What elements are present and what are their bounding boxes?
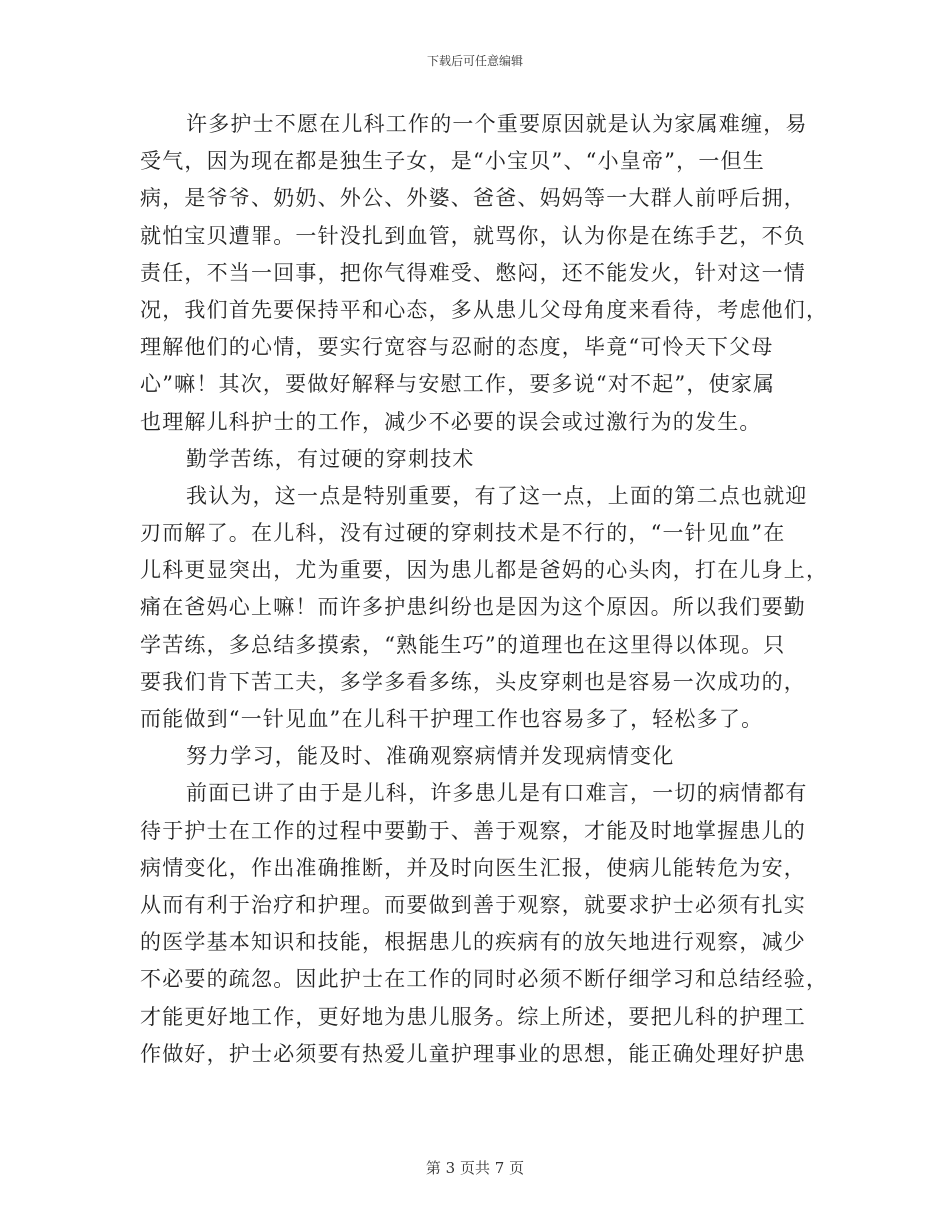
text-line: 责任，不当一回事，把你气得难受、憋闷，还不能发火，针对这一情 bbox=[140, 260, 806, 285]
text-line: 学苦练，多总结多摸索，“熟能生巧”的道理也在这里得以体现。只 bbox=[140, 632, 786, 657]
text-line: 病，是爷爷、奶奶、外公、外婆、爸爸、妈妈等一大群人前呼后拥， bbox=[140, 186, 806, 211]
text-line: 许多护士不愿在儿科工作的一个重要原因就是认为家属难缠，易 bbox=[186, 112, 808, 136]
text-line: 作做好，护士必须要有热爱儿童护理事业的思想，能正确处理好护患 bbox=[140, 1041, 806, 1066]
text-line: 受气，因为现在都是独生子女，是“小宝贝”、“小皇帝”，一但生 bbox=[140, 149, 765, 174]
section-heading: 努力学习，能及时、准确观察病情并发现病情变化 bbox=[186, 744, 675, 769]
document-body bbox=[140, 106, 829, 1073]
text-line: 要我们肯下苦工夫，多学多看多练，头皮穿刺也是容易一次成功的， bbox=[140, 669, 806, 694]
text-line: 不必要的疏忽。因此护士在工作的同时必须不断仔细学习和总结经验， bbox=[140, 967, 829, 992]
text-line: 而能做到“一针见血”在儿科干护理工作也容易多了，轻松多了。 bbox=[140, 707, 764, 731]
text-line: 刃而解了。在儿科，没有过硬的穿刺技术是不行的，“一针见血”在 bbox=[140, 521, 786, 546]
text-line: 痛在爸妈心上嘛！而许多护患纠纷也是因为这个原因。所以我们要勤 bbox=[140, 595, 806, 620]
text-line: 从而有利于治疗和护理。而要做到善于观察，就要求护士必须有扎实 bbox=[140, 892, 806, 917]
text-line: 我认为，这一点是特别重要，有了这一点，上面的第二点也就迎 bbox=[186, 483, 808, 508]
text-line: 的医学基本知识和技能，根据患儿的疾病有的放矢地进行观察，减少 bbox=[140, 930, 806, 955]
text-line: 也理解儿科护士的工作，减少不必要的误会或过激行为的发生。 bbox=[140, 409, 762, 434]
text-line: 才能更好地工作，更好地为患儿服务。综上所述，要把儿科的护理工 bbox=[140, 1004, 806, 1029]
text-line: 前面已讲了由于是儿科，许多患儿是有口难言，一切的病情都有 bbox=[186, 781, 808, 806]
text-line: 心”嘛！其次，要做好解释与安慰工作，要多说“对不起”，使家属 bbox=[140, 372, 776, 397]
page-number-footer: 第 3 页共 7 页 bbox=[425, 1159, 525, 1177]
page-header-note: 下载后可任意编辑 bbox=[426, 54, 523, 68]
section-heading: 勤学苦练，有过硬的穿刺技术 bbox=[186, 446, 475, 471]
text-line: 儿科更显突出，尤为重要，因为患儿都是爸妈的心头肉，打在儿身上， bbox=[140, 558, 829, 583]
text-line: 待于护士在工作的过程中要勤于、善于观察，才能及时地掌握患儿的 bbox=[140, 818, 806, 843]
text-line: 况，我们首先要保持平和心态，多从患儿父母角度来看待，考虑他们， bbox=[140, 297, 829, 322]
text-line: 就怕宝贝遭罪。一针没扎到血管，就骂你，认为你是在练手艺，不负 bbox=[140, 223, 806, 248]
text-line: 理解他们的心情，要实行宽容与忍耐的态度，毕竟“可怜天下父母 bbox=[140, 335, 774, 360]
text-line: 病情变化，作出准确推断，并及时向医生汇报，使病儿能转危为安， bbox=[140, 855, 806, 880]
